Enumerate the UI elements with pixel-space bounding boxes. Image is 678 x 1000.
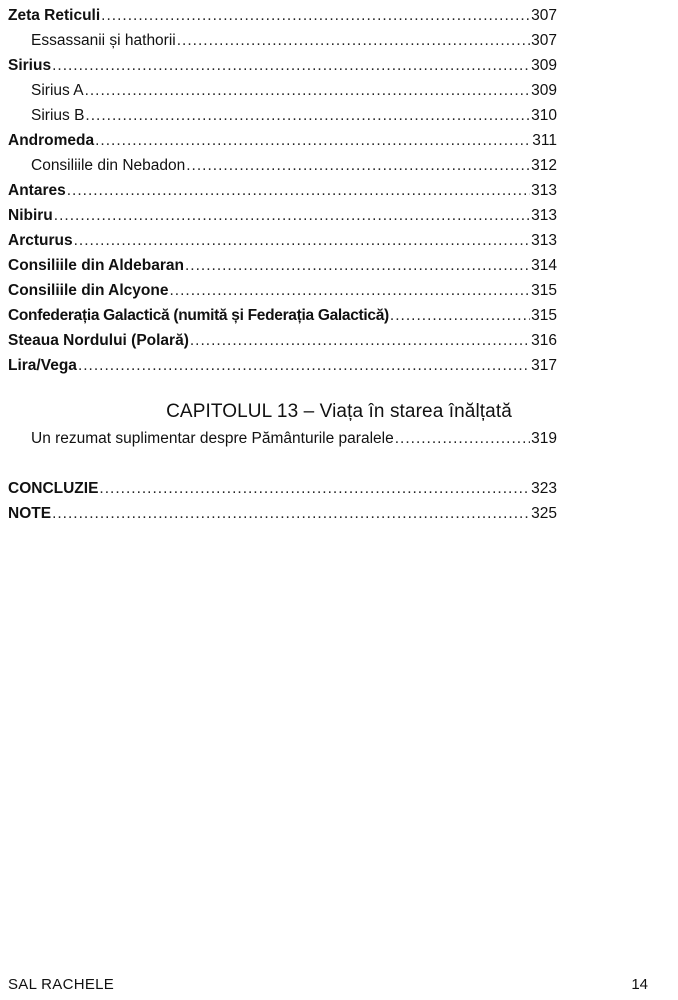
dot-leader — [54, 203, 530, 228]
dot-leader — [85, 103, 530, 128]
toc-entry-title: Consiliile din Aldebaran — [8, 257, 184, 274]
toc-subentry[interactable] — [8, 426, 557, 451]
toc-entry-page: 316 — [531, 332, 557, 349]
toc-entry[interactable] — [8, 501, 557, 526]
dot-leader — [85, 78, 531, 103]
toc-entry[interactable] — [8, 328, 557, 353]
toc-entry-title: Nibiru — [8, 207, 53, 224]
toc-subentry[interactable] — [8, 153, 557, 178]
toc-subentry[interactable] — [8, 103, 557, 128]
footer-page-number: 14 — [631, 976, 648, 993]
toc-entry-title: Andromeda — [8, 132, 95, 149]
toc-entry-title: Sirius A — [31, 82, 84, 99]
chapter-heading: CAPITOLUL 13 – Viața în starea înălțată — [166, 401, 512, 422]
dot-leader — [52, 53, 530, 78]
toc-entry-page: 315 — [531, 282, 557, 299]
dot-leader — [390, 303, 530, 328]
dot-leader — [395, 426, 530, 451]
toc-entry-page: 310 — [531, 107, 557, 124]
toc-entry-title: Consiliile din Alcyone — [8, 282, 169, 299]
footer-author: SAL RACHELE — [8, 976, 115, 993]
toc-entry-title: Sirius — [8, 57, 52, 74]
end-matter-entries — [8, 476, 557, 526]
toc-entry[interactable] — [8, 353, 557, 378]
toc-entry[interactable] — [8, 3, 557, 28]
dot-leader — [74, 228, 531, 253]
toc-entry-title: Steaua Nordului (Polară) — [8, 332, 189, 349]
toc-entry[interactable] — [8, 128, 557, 153]
toc-entry-title: NOTE — [8, 505, 52, 522]
toc-entry-page: 309 — [531, 57, 557, 74]
toc-entry[interactable] — [8, 278, 557, 303]
dot-leader — [52, 501, 530, 526]
toc-entry[interactable] — [8, 53, 557, 78]
toc-entry[interactable] — [8, 303, 557, 328]
toc-entry-title: Consiliile din Nebadon — [31, 157, 186, 174]
toc-entry-page: 307 — [531, 32, 557, 49]
toc-entry-page: 313 — [531, 232, 557, 249]
toc-entry-page: 319 — [531, 430, 557, 447]
toc-entry[interactable] — [8, 228, 557, 253]
toc-entry[interactable] — [8, 203, 557, 228]
toc-entry-page: 317 — [531, 357, 557, 374]
dot-leader — [190, 328, 530, 353]
dot-leader — [185, 253, 530, 278]
dot-leader — [99, 476, 530, 501]
dot-leader — [78, 353, 530, 378]
dot-leader — [177, 28, 530, 53]
chapter-entries — [8, 426, 557, 451]
toc-entry-page: 323 — [531, 480, 557, 497]
toc-entry[interactable] — [8, 253, 557, 278]
toc-entry-page: 325 — [531, 505, 557, 522]
dot-leader — [67, 178, 530, 203]
toc-list — [8, 3, 557, 378]
toc-entry-title: Antares — [8, 182, 66, 199]
toc-entry[interactable] — [8, 178, 557, 203]
toc-entry-title: Essassanii și hathorii — [31, 32, 176, 49]
toc-subentry[interactable] — [8, 28, 557, 53]
toc-entry-page: 311 — [532, 132, 557, 149]
toc-entry-title: Arcturus — [8, 232, 73, 249]
toc-entry-title: Lira/Vega — [8, 357, 77, 374]
toc-entry-title: CONCLUZIE — [8, 480, 99, 497]
toc-entry-page: 312 — [531, 157, 557, 174]
toc-entry-page: 315 — [531, 307, 557, 324]
toc-entry-page: 307 — [531, 7, 557, 24]
toc-entry-title: Zeta Reticuli — [8, 7, 101, 24]
toc-entry-title: Sirius B — [31, 107, 85, 124]
toc-entry-title: Un rezumat suplimentar despre Pământurile paralele — [31, 430, 394, 447]
toc-entry-page: 314 — [531, 257, 557, 274]
dot-leader — [95, 128, 531, 153]
dot-leader — [169, 278, 530, 303]
toc-subentry[interactable] — [8, 78, 557, 103]
toc-entry-page: 313 — [531, 182, 557, 199]
toc-entry[interactable] — [8, 476, 557, 501]
dot-leader — [186, 153, 530, 178]
toc-entry-page: 309 — [531, 82, 557, 99]
dot-leader — [101, 3, 530, 28]
toc-entry-title: Confederația Galactică (numită și Federația Galactică) — [8, 307, 389, 324]
toc-entry-page: 313 — [531, 207, 557, 224]
